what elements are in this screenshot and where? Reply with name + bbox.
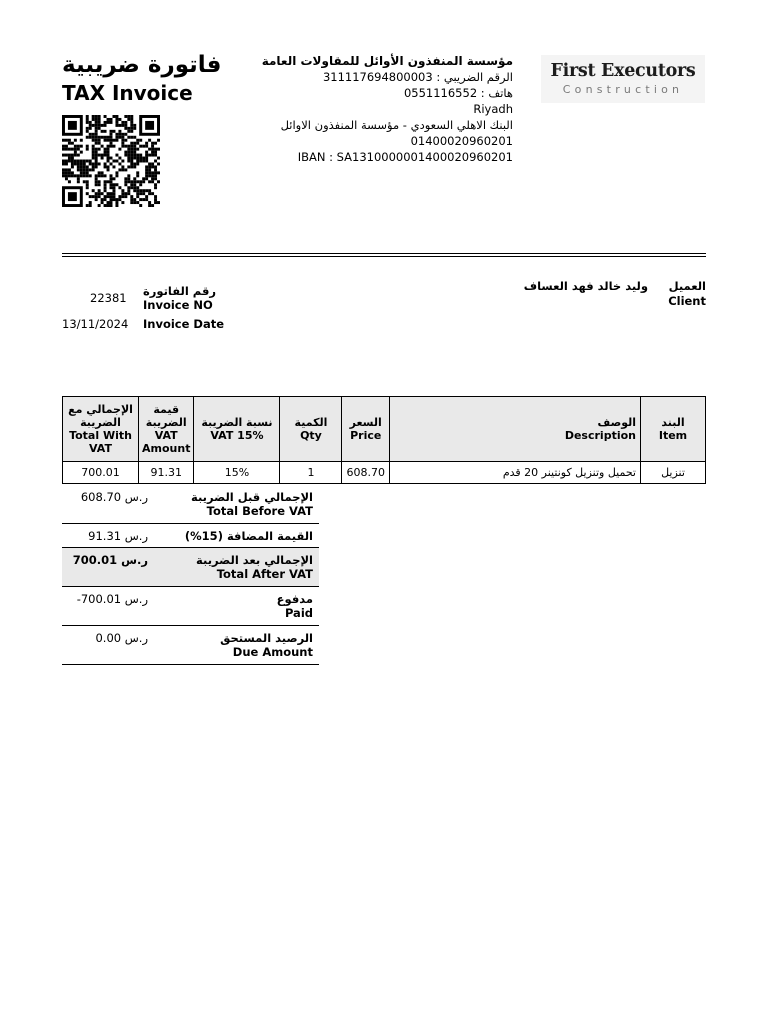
client-name: وليد خالد فهد العساف xyxy=(523,279,648,293)
col-vat-rate: نسبة الضريبة VAT 15% xyxy=(194,397,280,462)
col-price: السعر Price xyxy=(342,397,390,462)
divider xyxy=(62,253,706,254)
bank-account: 01400020960201 xyxy=(410,134,513,148)
invoice-number-label: Invoice NO xyxy=(143,298,213,312)
bank-name: البنك الاهلي السعودي - مؤسسة المنفذون الاوائل xyxy=(280,118,513,132)
col-item: البند Item xyxy=(641,397,706,462)
total-after-vat-row xyxy=(62,548,319,587)
col-qty: الكمية Qty xyxy=(280,397,342,462)
due-label: الرصيد المستحق Due Amount xyxy=(220,631,313,659)
company-info xyxy=(262,53,513,165)
col-vat-amount: قيمة الضريبة VAT Amount xyxy=(139,397,194,462)
vat-value: 91.31 ر.س xyxy=(88,529,148,543)
title-english: TAX Invoice xyxy=(62,81,193,105)
total-after-vat-value: 700.01 ر.س xyxy=(72,553,148,567)
invoice-number-label-ar: رقم الفاتورة xyxy=(143,284,216,298)
total-before-vat-value: 608.70 ر.س xyxy=(80,490,148,504)
total-before-vat-label: الإجمالي قبل الضريبة Total Before VAT xyxy=(190,490,313,518)
table-header-row xyxy=(63,397,706,462)
total-before-vat-row xyxy=(62,485,319,524)
paid-label: مدفوع Paid xyxy=(276,592,313,620)
paid-row xyxy=(62,587,319,626)
iban: IBAN : SA1310000001400020960201 xyxy=(297,150,513,164)
divider xyxy=(62,256,706,257)
paid-value: -700.01 ر.س xyxy=(76,592,148,606)
table-row xyxy=(63,462,706,484)
col-description: الوصف Description xyxy=(389,397,640,462)
client-label-ar: العميل xyxy=(668,279,706,293)
cell-qty: 1 xyxy=(280,462,342,484)
logo-sub-text: Construction xyxy=(562,83,684,96)
cell-vat-amount: 91.31 xyxy=(139,462,194,484)
tax-number: الرقم الضريبي : 311117694800003 xyxy=(322,70,513,84)
company-logo xyxy=(541,55,705,103)
cell-item: تنزيل xyxy=(641,462,706,484)
city: Riyadh xyxy=(473,102,513,116)
totals-block xyxy=(62,485,319,665)
vat-row xyxy=(62,524,319,548)
qr-code xyxy=(62,115,160,207)
due-value: 0.00 ر.س xyxy=(95,631,148,645)
cell-total: 700.01 xyxy=(63,462,139,484)
vat-label: القيمة المضافة (15%) xyxy=(184,529,313,543)
logo-main-text: First Executors xyxy=(550,61,696,81)
client-label: Client xyxy=(668,294,706,308)
col-total: الإجمالي مع الضريبة Total With VAT xyxy=(63,397,139,462)
cell-price: 608.70 xyxy=(342,462,390,484)
title-arabic: فاتورة ضريبية xyxy=(62,52,222,78)
invoice-date: 13/11/2024 xyxy=(62,317,129,331)
invoice-date-label: Invoice Date xyxy=(143,317,225,331)
phone: هاتف : 0551116552 xyxy=(403,86,513,100)
company-name: مؤسسة المنفذون الأوائل للمقاولات العامة xyxy=(261,54,513,68)
invoice-number: 22381 xyxy=(90,291,127,305)
total-after-vat-label: الإجمالي بعد الضريبة Total After VAT xyxy=(196,553,313,581)
cell-description: تحميل وتنزيل كونتينر 20 قدم xyxy=(389,462,640,484)
due-row xyxy=(62,626,319,665)
cell-vat-rate: 15% xyxy=(194,462,280,484)
items-table xyxy=(62,396,706,484)
